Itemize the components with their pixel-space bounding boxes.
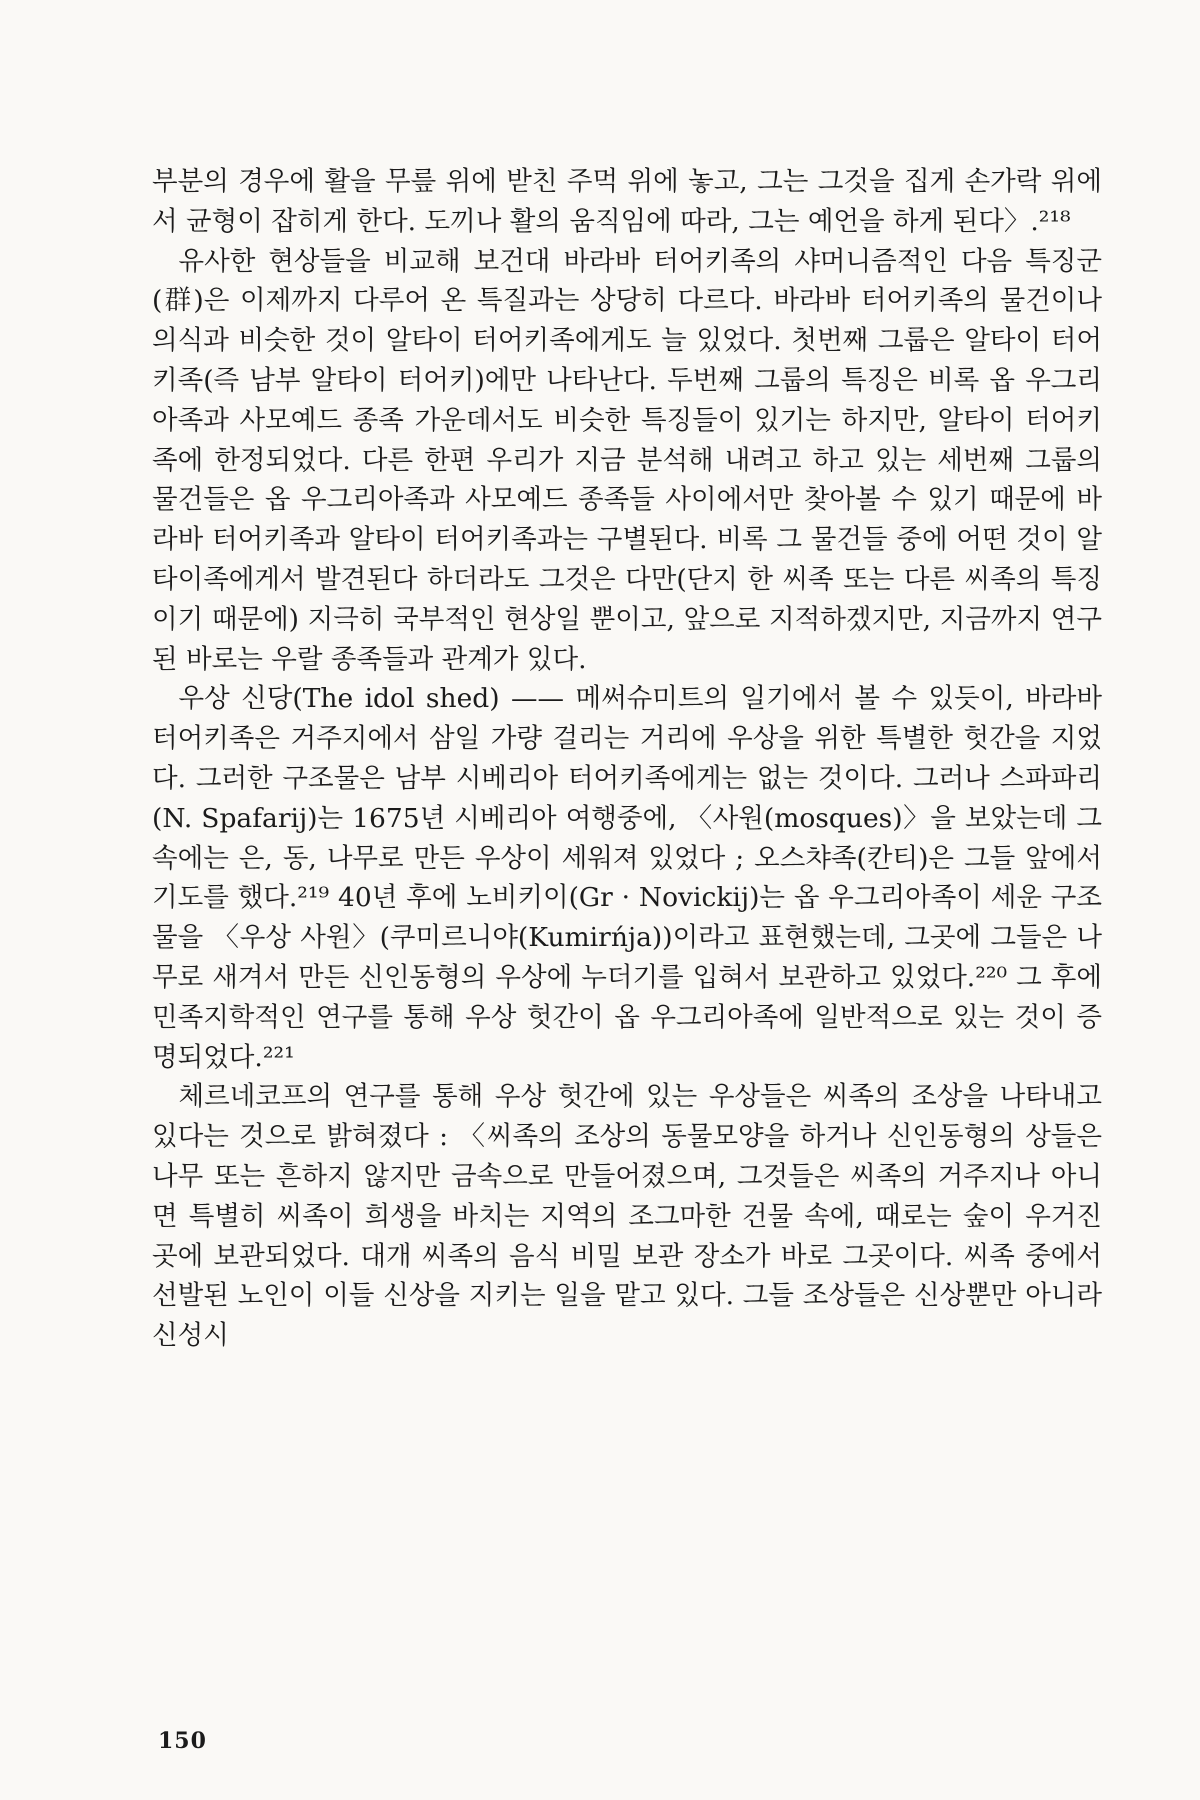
paragraph-1: 부분의 경우에 활을 무릎 위에 받친 주먹 위에 놓고, 그는 그것을 집게 손가락 위에서 균형이 잡히게 한다. 도끼나 활의 움직임에 따라, 그는 예언을 하게 된다〉.²¹⁸ — [152, 166, 1102, 237]
paragraph-3: 우상 신당(The idol shed) —— 메써슈미트의 일기에서 볼 수 있듯이, 바라바 터어키족은 거주지에서 삼일 가량 걸리는 거리에 우상을 위한 특별한 헛간을 지었다. 그러한 구조물은 남부 시베리아 터어키족에게는 없는 것이다. 그러나 스파파리(N. Spafarij)는 1675년 시베리아 여행중에, 〈사원(mosques)〉을 보았는데 그 속에는 은, 동, 나무로 만든 우상이 세워져 있었다 ; 오스챠족(칸티)은 그들 앞에서 기도를 했다.²¹⁹ 40년 후에 노비키이(Gr · Novickij)는 옵 우그리아족이 세운 구조물을 〈우상 사원〉(쿠미르니야(Kumirńja))이라고 표현했는데, 그곳에 그들은 나무로 새겨서 만든 신인동형의 우상에 누더기를 입혀서 보관하고 있었다.²²⁰ 그 후에 민족지학적인 연구를 통해 우상 헛간이 옵 우그리아족에 일반적으로 있는 것이 증명되었다.²²¹ — [152, 683, 1102, 1073]
paragraph-2: 유사한 현상들을 비교해 보건대 바라바 터어키족의 샤머니즘적인 다음 특징군(群)은 이제까지 다루어 온 특질과는 상당히 다르다. 바라바 터어키족의 물건이나 의식과 비슷한 것이 알타이 터어키족에게도 늘 있었다. 첫번째 그룹은 알타이 터어키족(즉 남부 알타이 터어키)에만 나타난다. 두번째 그룹의 특징은 비록 옵 우그리아족과 사모예드 종족 가운데서도 비슷한 특징들이 있기는 하지만, 알타이 터어키족에 한정되었다. 다른 한편 우리가 지금 분석해 내려고 하고 있는 세번째 그룹의 물건들은 옵 우그리아족과 사모예드 종족들 사이에서만 찾아볼 수 있기 때문에 바라바 터어키족과 알타이 터어키족과는 구별된다. 비록 그 물건들 중에 어떤 것이 알타이족에게서 발견된다 하더라도 그것은 다만(단지 한 씨족 또는 다른 씨족의 특징이기 때문에) 지극히 국부적인 현상일 뿐이고, 앞으로 지적하겠지만, 지금까지 연구된 바로는 우랄 종족들과 관계가 있다. — [152, 245, 1102, 675]
body-text — [152, 162, 1102, 1356]
paragraph-4: 체르네코프의 연구를 통해 우상 헛간에 있는 우상들은 씨족의 조상을 나타내고 있다는 것으로 밝혀졌다 : 〈씨족의 조상의 동물모양을 하거나 신인동형의 상들은 나무 또는 흔하지 않지만 금속으로 만들어졌으며, 그것들은 씨족의 거주지나 아니면 특별히 씨족이 희생을 바치는 지역의 조그마한 건물 속에, 때로는 숲이 우거진 곳에 보관되었다. 대개 씨족의 음식 비밀 보관 장소가 바로 그곳이다. 씨족 중에서 선발된 노인이 이들 신상을 지키는 일을 맡고 있다. 그들 조상들은 신상뿐만 아니라 신성시 — [152, 1081, 1102, 1352]
page-number: 150 — [158, 1728, 207, 1754]
